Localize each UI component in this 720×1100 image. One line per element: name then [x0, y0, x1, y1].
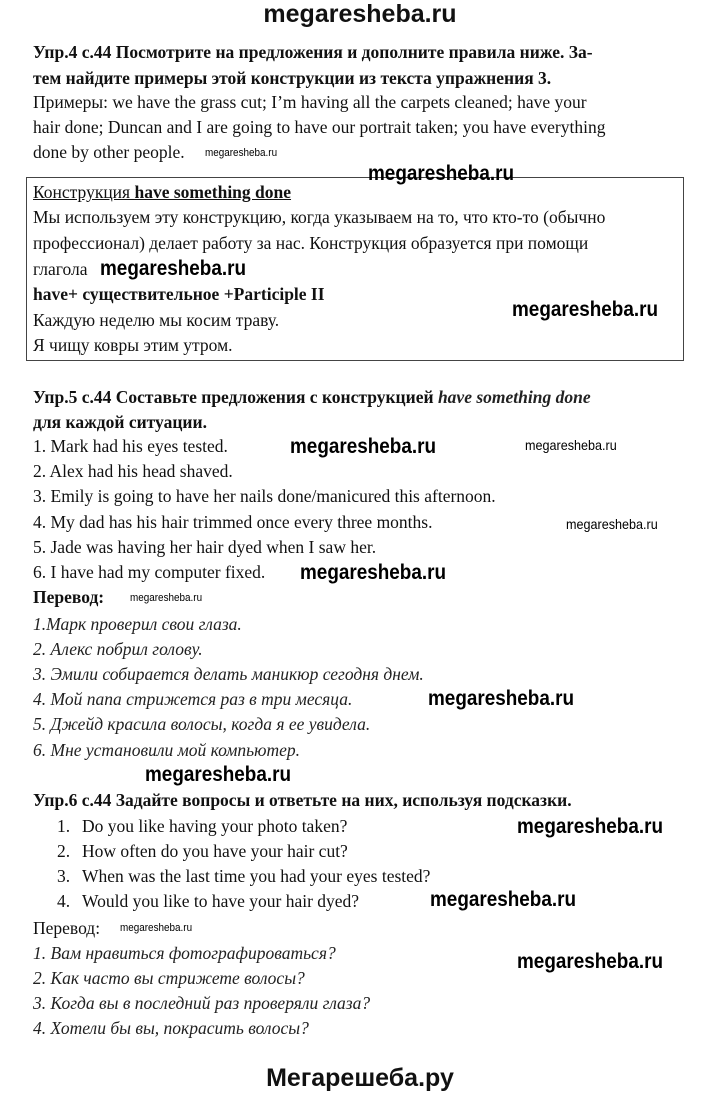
watermark: megaresheba.ru	[120, 922, 193, 934]
ex5-translation: 2. Алекс побрил голову.	[33, 639, 203, 659]
ex6-question: Do you like having your photo taken?	[82, 816, 348, 836]
watermark: megaresheba.ru	[512, 298, 659, 321]
ex6-number: 4.	[57, 891, 71, 911]
watermark: megaresheba.ru	[430, 888, 577, 911]
watermark: megaresheba.ru	[145, 763, 292, 786]
watermark: megaresheba.ru	[517, 815, 664, 838]
watermark: megaresheba.ru	[368, 162, 515, 185]
ex6-question: When was the last time you had your eyes tested?	[82, 866, 431, 886]
rule-heading-bold: have something done	[134, 182, 292, 202]
ex6-translation: 2. Как часто вы стрижете волосы?	[33, 968, 305, 988]
ex4-example: hair done; Duncan and I are going to have our portrait taken; you have everything	[33, 117, 606, 137]
rule-heading	[33, 180, 291, 204]
ex5-item: 3. Emily is going to have her nails done/manicured this afternoon.	[33, 486, 496, 506]
watermark: megaresheba.ru	[525, 437, 617, 453]
ex5-item: 6. I have had my computer fixed.	[33, 562, 266, 582]
ex5-title: для каждой ситуации.	[33, 412, 207, 432]
ex5-item: 1. Mark had his eyes tested.	[33, 436, 228, 456]
ex6-translation: 1. Вам нравиться фотографироваться?	[33, 943, 336, 963]
ex4-title: Упр.4 с.44 Посмотрите на предложения и дополните правила ниже. За-	[33, 42, 593, 62]
rule-example: Я чищу ковры этим утром.	[33, 335, 233, 355]
watermark: megaresheba.ru	[517, 950, 664, 973]
ex5-translation: 6. Мне установили мой компьютер.	[33, 740, 300, 760]
ex6-question: How often do you have your hair cut?	[82, 841, 348, 861]
ex5-title-plain: Упр.5 с.44 Составьте предложения с конструкцией	[33, 387, 438, 407]
ex5-item: 4. My dad has his hair trimmed once every three months.	[33, 512, 433, 532]
rule-formula: have+ существительное +Participle II	[33, 284, 325, 304]
ex5-item: 2. Alex had his head shaved.	[33, 461, 233, 481]
watermark: megaresheba.ru	[100, 257, 247, 280]
ex5-item: 5. Jade was having her hair dyed when I saw her.	[33, 537, 377, 557]
ex6-title: Упр.6 с.44 Задайте вопросы и ответьте на них, используя подсказки.	[33, 790, 572, 810]
ex5-translation: 4. Мой папа стрижется раз в три месяца.	[33, 689, 353, 709]
ex6-number: 3.	[57, 866, 71, 886]
watermark: megaresheba.ru	[428, 687, 575, 710]
ex5-translation: 3. Эмили собирается делать маникюр сегодня днем.	[33, 664, 424, 684]
watermark: megaresheba.ru	[130, 592, 203, 604]
ex5-title-italic: have something done	[437, 387, 591, 407]
ex6-translation-label: Перевод:	[33, 918, 101, 938]
rule-example: Каждую неделю мы косим траву.	[33, 310, 280, 330]
ex4-example: Примеры: we have the grass cut; I’m having all the carpets cleaned; have your	[33, 92, 587, 112]
ex6-translation: 4. Хотели бы вы, покрасить волосы?	[33, 1018, 309, 1038]
ex5-translation: 5. Джейд красила волосы, когда я ее увидела.	[33, 714, 371, 734]
rule-heading-plain: Конструкция	[33, 182, 135, 202]
rule-text: глагола	[33, 259, 88, 279]
watermark: megaresheba.ru	[300, 561, 447, 584]
ex6-question: Would you like to have your hair dyed?	[82, 891, 360, 911]
watermark: megaresheba.ru	[205, 147, 278, 159]
ex6-number: 2.	[57, 841, 71, 861]
watermark: megaresheba.ru	[566, 516, 658, 532]
ex5-title	[33, 385, 591, 409]
ex4-example: done by other people.	[33, 142, 185, 162]
ex6-translation: 3. Когда вы в последний раз проверяли глаза?	[33, 993, 371, 1013]
site-footer: Мегарешеба.ру	[266, 1064, 454, 1092]
rule-text: профессионал) делает работу за нас. Конструкция образуется при помощи	[33, 233, 589, 253]
rule-text: Мы используем эту конструкцию, когда указываем на то, что кто-то (обычно	[33, 207, 606, 227]
ex5-translation-label: Перевод:	[33, 587, 105, 607]
watermark: megaresheba.ru	[290, 435, 437, 458]
ex4-title: тем найдите примеры этой конструкции из текста упражнения 3.	[33, 68, 552, 88]
ex5-translation: 1.Марк проверил свои глаза.	[33, 614, 242, 634]
site-header: megaresheba.ru	[263, 0, 457, 28]
ex6-number: 1.	[57, 816, 71, 836]
